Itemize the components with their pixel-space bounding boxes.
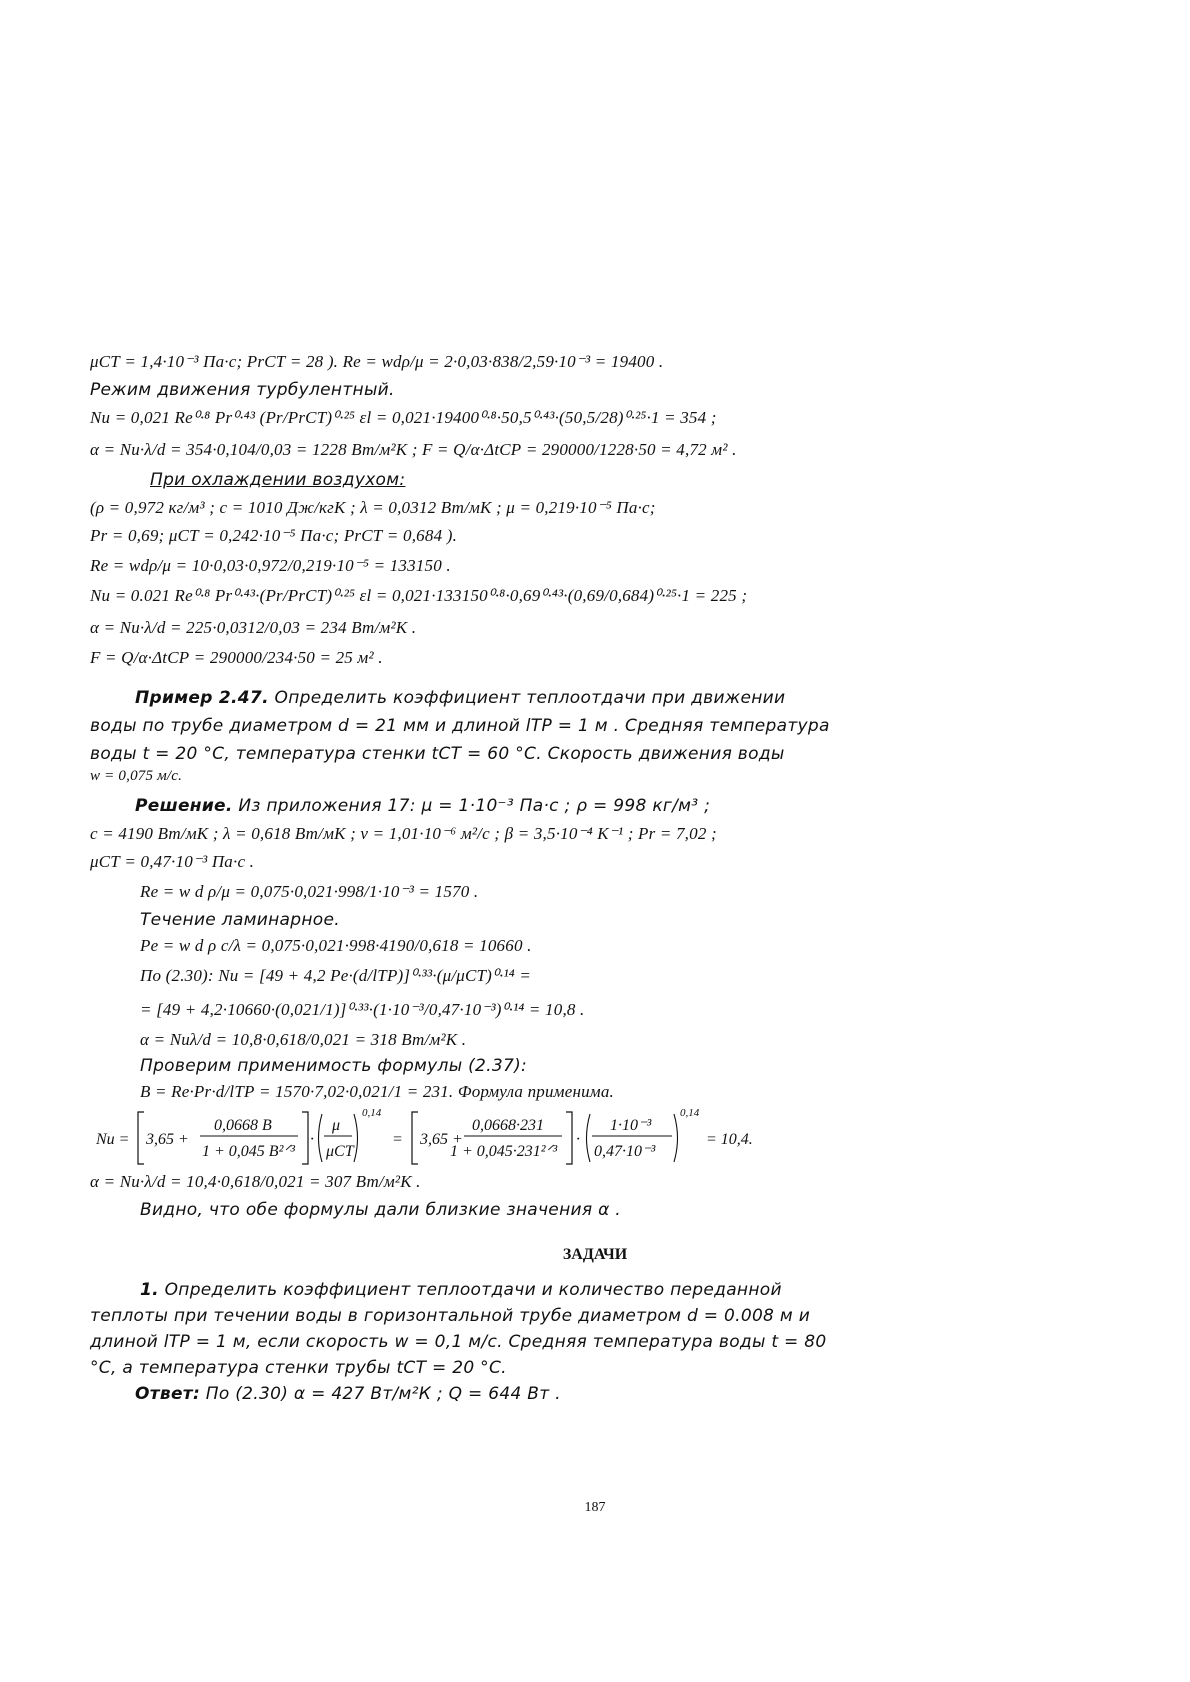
task-line: длиной lТР = 1 м, если скорость w = 0,1 м/с. Средняя температура воды t = 80 xyxy=(90,1332,827,1352)
solution-step: α = Nu·λ/d = 10,4·0,618/0,021 = 307 Вт/м²К . xyxy=(90,1172,421,1191)
formula-result: = 10,4. xyxy=(706,1131,753,1148)
formula-a-num: 0,0668 B xyxy=(214,1117,272,1134)
section-subheading: При охлаждении воздухом: xyxy=(150,470,406,490)
example-label: Пример 2.47. xyxy=(135,688,269,708)
solution-step: Видно, что обе формулы дали близкие значения α . xyxy=(140,1200,621,1220)
formula-exp-1: 0,14 xyxy=(362,1108,382,1119)
nu-formula xyxy=(96,1108,796,1168)
formula-line: Nu = 0.021 Re⁰·⁸ Pr⁰·⁴³·(Pr/PrСТ)⁰·²⁵ εl = 0,021·133150⁰·⁸·0,69⁰·⁴³·(0,69/0,684)⁰·²⁵·1 = 225 ; xyxy=(90,586,748,605)
task-first-line xyxy=(140,1280,782,1300)
formula-r-den: 0,47·10⁻³ xyxy=(594,1143,656,1160)
page-number: 187 xyxy=(584,1500,606,1515)
svg-text:·: · xyxy=(310,1131,314,1148)
solution-step: По (2.30): Nu = [49 + 4,2 Pe·(d/lТР)]⁰·³³·(μ/μСТ)⁰·¹⁴ = xyxy=(140,966,532,985)
example-first-line xyxy=(135,688,785,708)
example-text: Определить коэффициент теплоотдачи при движении xyxy=(268,688,786,708)
example-line: воды по трубе диаметром d = 21 мм и длиной lТР = 1 м . Средняя температура xyxy=(90,716,830,736)
task-text: Определить коэффициент теплоотдачи и количество переданной xyxy=(158,1280,782,1300)
formula-line: μСТ = 0,47·10⁻³ Па·с . xyxy=(90,852,255,871)
solution-step: Re = w d ρ/μ = 0,075·0,021·998/1·10⁻³ = 1570 . xyxy=(140,882,479,901)
formula-line: F = Q/α·ΔtСР = 290000/234·50 = 25 м² . xyxy=(90,648,383,667)
formula-line: μСТ = 1,4·10⁻³ Па·с; PrСТ = 28 ). Re = wdρ/μ = 2·0,03·838/2,59·10⁻³ = 19400 . xyxy=(90,352,664,371)
formula-b-num: 0,0668·231 xyxy=(472,1117,544,1134)
solution-step: B = Re·Pr·d/lТР = 1570·7,02·0,021/1 = 231. Формула применима. xyxy=(140,1082,614,1101)
solution-step: = [49 + 4,2·10660·(0,021/1)]⁰·³³·(1·10⁻³/0,47·10⁻³)⁰·¹⁴ = 10,8 . xyxy=(140,1000,585,1019)
formula-b-den: 1 + 0,045·231²ᐟ³ xyxy=(450,1143,558,1160)
tasks-heading: ЗАДАЧИ xyxy=(562,1246,628,1263)
formula-r-num: 1·10⁻³ xyxy=(610,1117,652,1134)
formula-b-head: 3,65 + xyxy=(420,1131,463,1148)
formula-line: (ρ = 0,972 кг/м³ ; c = 1010 Дж/кгК ; λ = 0,0312 Вт/мК ; μ = 0,219·10⁻⁵ Па·с; xyxy=(90,498,656,517)
solution-first-line xyxy=(135,796,710,816)
formula-mu-den: μСТ xyxy=(326,1143,354,1160)
task-line: °С, а температура стенки трубы tСТ = 20 °С. xyxy=(90,1358,507,1378)
solution-text: Из приложения 17: μ = 1·10⁻³ Па·с ; ρ = 998 кг/м³ ; xyxy=(232,796,711,816)
answer-label: Ответ: xyxy=(135,1384,201,1404)
example-line: w = 0,075 м/с. xyxy=(90,768,183,784)
solution-step: α = Nuλ/d = 10,8·0,618/0,021 = 318 Вт/м²К . xyxy=(140,1030,467,1049)
formula-line: α = Nu·λ/d = 354·0,104/0,03 = 1228 Вт/м²К ; F = Q/α·ΔtСР = 290000/1228·50 = 4,72 м² . xyxy=(90,440,737,459)
solution-step: Pe = w d ρ c/λ = 0,075·0,021·998·4190/0,618 = 10660 . xyxy=(140,936,532,955)
formula-a-head: 3,65 + xyxy=(146,1131,189,1148)
text-line: Режим движения турбулентный. xyxy=(90,380,395,400)
formula-mu-num: μ xyxy=(332,1117,341,1134)
task-answer xyxy=(135,1384,561,1404)
answer-text: По (2.30) α = 427 Вт/м²К ; Q = 644 Вт . xyxy=(200,1384,561,1404)
formula-line: Nu = 0,021 Re⁰·⁸ Pr⁰·⁴³ (Pr/PrСТ)⁰·²⁵ εl = 0,021·19400⁰·⁸·50,5⁰·⁴³·(50,5/28)⁰·²⁵·1 = 354 ; xyxy=(90,408,717,427)
formula-exp-2: 0,14 xyxy=(680,1108,700,1119)
task-number: 1. xyxy=(140,1280,159,1300)
example-line: воды t = 20 °С, температура стенки tСТ = 60 °С. Скорость движения воды xyxy=(90,744,785,764)
formula-line: c = 4190 Вт/мК ; λ = 0,618 Вт/мК ; ν = 1,01·10⁻⁶ м²/с ; β = 3,5·10⁻⁴ К⁻¹ ; Pr = 7,02 ; xyxy=(90,824,717,843)
task-line: теплоты при течении воды в горизонтальной трубе диаметром d = 0.008 м и xyxy=(90,1306,811,1326)
svg-text:·: · xyxy=(576,1131,580,1148)
formula-line: Pr = 0,69; μСТ = 0,242·10⁻⁵ Па·с; PrСТ = 0,684 ). xyxy=(90,526,458,545)
solution-label: Решение. xyxy=(135,796,233,816)
formula-line: Re = wdρ/μ = 10·0,03·0,972/0,219·10⁻⁵ = 133150 . xyxy=(90,556,451,575)
solution-step: Проверим применимость формулы (2.37): xyxy=(140,1056,528,1076)
formula-eq: = xyxy=(392,1131,403,1148)
solution-step: Течение ламинарное. xyxy=(140,910,340,930)
formula-line: α = Nu·λ/d = 225·0,0312/0,03 = 234 Вт/м²К . xyxy=(90,618,417,637)
formula-lhs: Nu = xyxy=(96,1131,130,1148)
formula-a-den: 1 + 0,045 B²ᐟ³ xyxy=(202,1143,295,1160)
